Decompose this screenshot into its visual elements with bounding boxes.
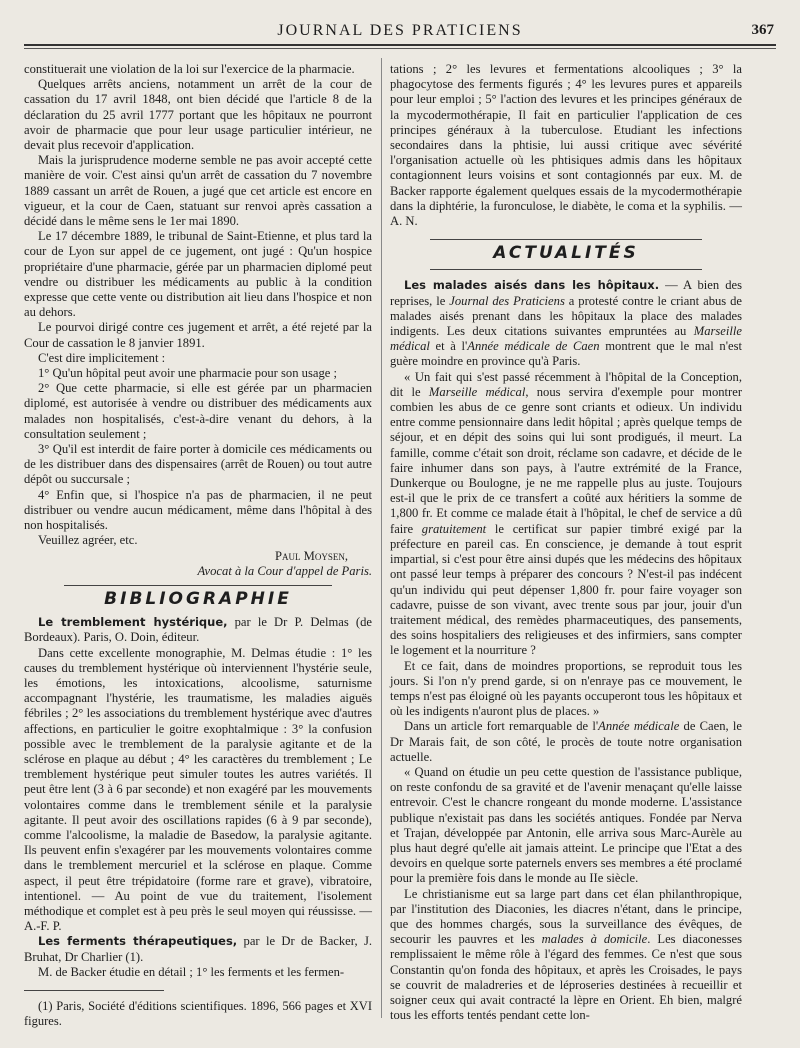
signature-title	[24, 564, 372, 579]
paragraph: tations ; 2° les levures et fermentations alcooliques ; 3° la phagocytose des ferments figurés ; 4° les levures pures et appareils pour leur emploi ; 5° l'action des levures et les principes généraux de la mycodermothérapie, Il fait en particulier l'application de ces principes généraux à la tuberculose. Etudiant les infections secondaires dans la phtisie, lui aussi critique avec sévérité l'organisation actuelle où les phtisiques admis dans les hôpitaux contagionnent leurs voisins et sont contagionnés par eux. M. de Backer rapporte également quelques essais de la mycodermothérapie dans la diphtérie, la furonculose, le diabète, le coma et la syphilis. — A. N.	[390, 62, 742, 229]
paragraph: constituerait une violation de la loi sur l'exercice de la pharmacie.	[24, 62, 355, 76]
text-run: le certificat sur papier timbré exigé par la préfecture en pareil cas. En conscience, je demande à tout esprit impartial, si c'est pour être ainsi dupés que les médecins des hôpitaux ont passé leur temps à préparer des concours ? N'est-il pas indécent qu'un individu qui peut dépenser 1,800 fr. pour faire voyager son cadavre, puisse de son vivant, avec trente sous par jour, jouir d'un traitement médical, des remèdes pharmaceutiques, des pansements, des soins hospitaliers des religieuses et des infirmiers, sans compter le logement et la nourriture ?	[390, 521, 742, 658]
bibliography-entry-1	[24, 615, 372, 645]
text-run: a protesté contre le criant abus de malades aisés prenant dans les hôpitaux la place des malades indigents. Les deux citations suivantes empruntées au	[390, 293, 742, 339]
section-separator	[430, 239, 702, 240]
signature-title-text: Avocat à la Cour d'appel de Paris.	[197, 563, 372, 578]
text-run: Le christianisme eut sa large part dans cet élan philanthropique, par l'institution des Diaconies, les diacres n'étant, dans le principe, que des hommes chargés, sous la surveillance des évêques, de secourir les pauvres et les	[390, 886, 742, 947]
left-column	[24, 62, 372, 1029]
paragraph	[390, 719, 742, 765]
emphasis: gratuitement	[421, 521, 487, 536]
column-divider	[381, 58, 382, 1018]
paragraph: Dans cette excellente monographie, M. Delmas étudie : 1° les causes du tremblement hystérique où interviennent l'hystérie seule, les émotions, les intoxications, alcoolisme, saturnisme accompagnant l'hystérie, les traumatisme, les maladies aiguës fébriles ; 2° les associations du tremblement hystérique avec d'autres affections, en particulier le goitre exophtalmique : 3° la confusion possible avec le tremblement de la paralysie agitante et de la sclérose en plaque au début ; 4° les caractères du tremblement ; Le tremblement hystérique peut simuler toutes les autres variétés. Il peut être lent (3 à 6 par seconde) et non exagéré par les mouvements volontaires comme dans le tremblement sénile et la paralysie agitante. Il peut avoir des oscillations rapides (6 à 9 par seconde), comme l'alcoolisme, la maladie de Basedow, la paralysie agitante. Ils peuvent enfin s'exagérer par les mouvements volontaires comme dans le tremblement mercuriel et la sclérose en plaque. Comme aspect, il peut être trépidatoire (forme rare et grave), vibratoire, intentionel. — Au point de vue du traitement, l'isolement méthodique et complet est à peu près le seul moyen qui réussisse. — A.-F. P.	[24, 645, 372, 934]
entry-authors: par le Dr P. Delmas (de Bordeaux). Paris, O. Doin, éditeur.	[24, 615, 372, 645]
text-run: Dans un article fort remarquable de l'	[404, 719, 599, 734]
text-run: . Les diaconesses remplissaient le même rôle à l'égard des femmes. Ce n'est que sous Constantin qu'on fonda des hôpitaux, et après les Croisades, le pays se couvrit de maladreries et de léproseries destinées à recueillir et soigner ceux qui avait contracté la lèpre en Orient. Eh bien, malgré tous les efforts tentés pendant cette lon-	[390, 932, 742, 1023]
right-column	[390, 62, 742, 1023]
footnote-rule	[24, 990, 164, 991]
source-name: Année médicale	[598, 719, 680, 734]
paragraph: Quelques arrêts anciens, notamment un arrêt de la cour de cassation du 17 avril 1848, ont bien décidé que l'article 8 de la déclaration du 25 avril 1777 portant que les hôpitaux ne pourront avoir de pharmacie que pour leur usage particulier intérieur, ne devait plus recevoir d'application.	[24, 77, 372, 153]
emphasis: malades à domicile	[541, 932, 648, 947]
paragraph: Le pourvoi dirigé contre ces jugement et arrêt, a été rejeté par la Cour de cassation le 8 janvier 1891.	[24, 320, 372, 350]
actualites-heading: ACTUALITÉS	[493, 243, 639, 264]
text-run: « Un fait qui s'est passé récemment à l'hôpital de la Conception, dit le	[390, 369, 742, 399]
paragraph: M. de Backer étudie en détail ; 1° les ferments et les fermen-	[38, 964, 345, 979]
signature-name: Paul Moysen,	[275, 548, 348, 563]
bibliography-heading: BIBLIOGRAPHIE	[104, 588, 292, 609]
paragraph: 2° Que cette pharmacie, si elle est gérée par un pharmacien diplomé, est autorisée à vendre ou distribuer des médicaments aux malades non hospitalisés, c'est-à-dire venant du dehors, à la consultation seulement ;	[24, 381, 372, 441]
paragraph: 1° Qu'un hôpital peut avoir une pharmacie pour son usage ;	[38, 366, 337, 381]
paragraph: Le 17 décembre 1889, le tribunal de Saint-Etienne, et plus tard la cour de Lyon sur appel de ce jugement, ont jugé : Qu'un hospice propriétaire d'une pharmacie, gérée par un pharmacien diplomé peut vendre ou distribuer les médicaments au public à la condition expresse que cette vente ou distribution ait lieu dans l'hospice et non au dehors.	[24, 229, 372, 320]
footnote: (1) Paris, Société d'éditions scientifiques. 1896, 566 pages et XVI figures.	[24, 998, 372, 1028]
text-run: et à l'	[429, 339, 468, 354]
text-run: montrent que le mal n'est guère moindre en province qu'à Paris.	[390, 339, 742, 369]
source-name: Année médicale de Caen	[467, 339, 600, 354]
source-name: Marseille médical	[390, 324, 742, 354]
text-run: de Caen, le Dr Marais fait, de son côté, le procès de toute notre organisation actuelle.	[390, 719, 742, 764]
paragraph	[390, 887, 742, 1024]
paragraph: 3° Qu'il est interdit de faire porter à domicile ces médicaments ou de les distribuer dans des dispensaires (arrêt de Rouen) ou tout autre dépôt ou succursale ;	[24, 442, 372, 487]
paragraph: Mais la jurisprudence moderne semble ne pas avoir accepté cette manière de voir. C'est ainsi qu'un arrêt de cassation du 7 novembre 1889 cassant un arrêt de Rouen, a jugé que cet article est encore en vigueur, et la cour de Caen, statuant sur renvoi après cassation a décidé dans le même sens le 1er mai 1890.	[24, 153, 372, 229]
header-rule	[24, 44, 776, 49]
article-intro	[390, 278, 742, 369]
text-run: , nous servira d'exemple pour montrer combien les abus de ce genre sont criants et odieux. Un individu entre comme pensionnaire dans ledit hôpital ; après quelque temps de séjour, et en dépit des soins qui lui sont prodigués, il meurt. La famille, comme c'était son droit, réclame son cadavre, et décide de le faire inhumer dans son pays, à l'autre extrémité de la France, Dunkerque ou Boulogne, je ne me rappelle plus au juste. Toujours est-il que le prix de ce transfert a coûté aux héritiers la somme de 1,800 fr. Et comme ce malade était à l'hôpital, le chef de service a dû faire	[390, 384, 743, 536]
section-separator	[430, 269, 702, 270]
entry-title: Le tremblement hystérique,	[38, 615, 228, 630]
quote-paragraph	[390, 370, 742, 659]
paragraph: Et ce fait, dans de moindres proportions, se reproduit tous les jours. Si l'on n'y prend garde, si on n'enraye pas ce mouvement, le temps n'est pas éloigné où les payants occuperont tous les hôpitaux et où les indigents n'auront plus de places. »	[390, 658, 742, 719]
paragraph: C'est dire implicitement :	[38, 350, 166, 365]
journal-name: Journal des Praticiens	[449, 293, 565, 308]
paragraph: 4° Enfin que, si l'hospice n'a pas de pharmacien, il ne peut distribuer ou vendre aucun médicament, même dans l'hôpital à des non hospitalisés.	[24, 487, 372, 533]
bibliography-entry-2	[24, 934, 372, 964]
page-header	[24, 22, 776, 44]
paragraph: Veuillez agréer, etc.	[38, 533, 138, 548]
journal-title: JOURNAL DES PRATICIENS	[277, 22, 523, 39]
entry-authors: par le Dr de Backer, J. Bruhat, Dr Charlier (1).	[24, 934, 372, 964]
entry-title: Les ferments thérapeutiques,	[38, 934, 238, 949]
article-title: Les malades aisés dans les hôpitaux.	[404, 278, 660, 293]
text-run: — A bien des reprises, le	[390, 278, 742, 308]
section-separator	[64, 585, 332, 586]
page-number: 367	[751, 22, 774, 38]
source-name: Marseille médical	[428, 384, 526, 399]
quote-paragraph: « Quand on étudie un peu cette question de l'assistance publique, on reste confondu de sa gravité et de l'avenir menaçant qu'elle laisse entrevoir. C'est le chancre rongeant du monde moderne. L'assistance publique n'existait pas dans les sociétés antiques. Fondée par Nerva et Trajan, développée par Antonin, elle arriva sous Marc-Aurèle au plus haut degré qu'elle ait jamais atteint. Le principe que l'Etat a des devoirs en quelque sorte paternels envers ses membres a été proclamé pour la première fois dans le monde au IIe siècle.	[390, 764, 742, 886]
